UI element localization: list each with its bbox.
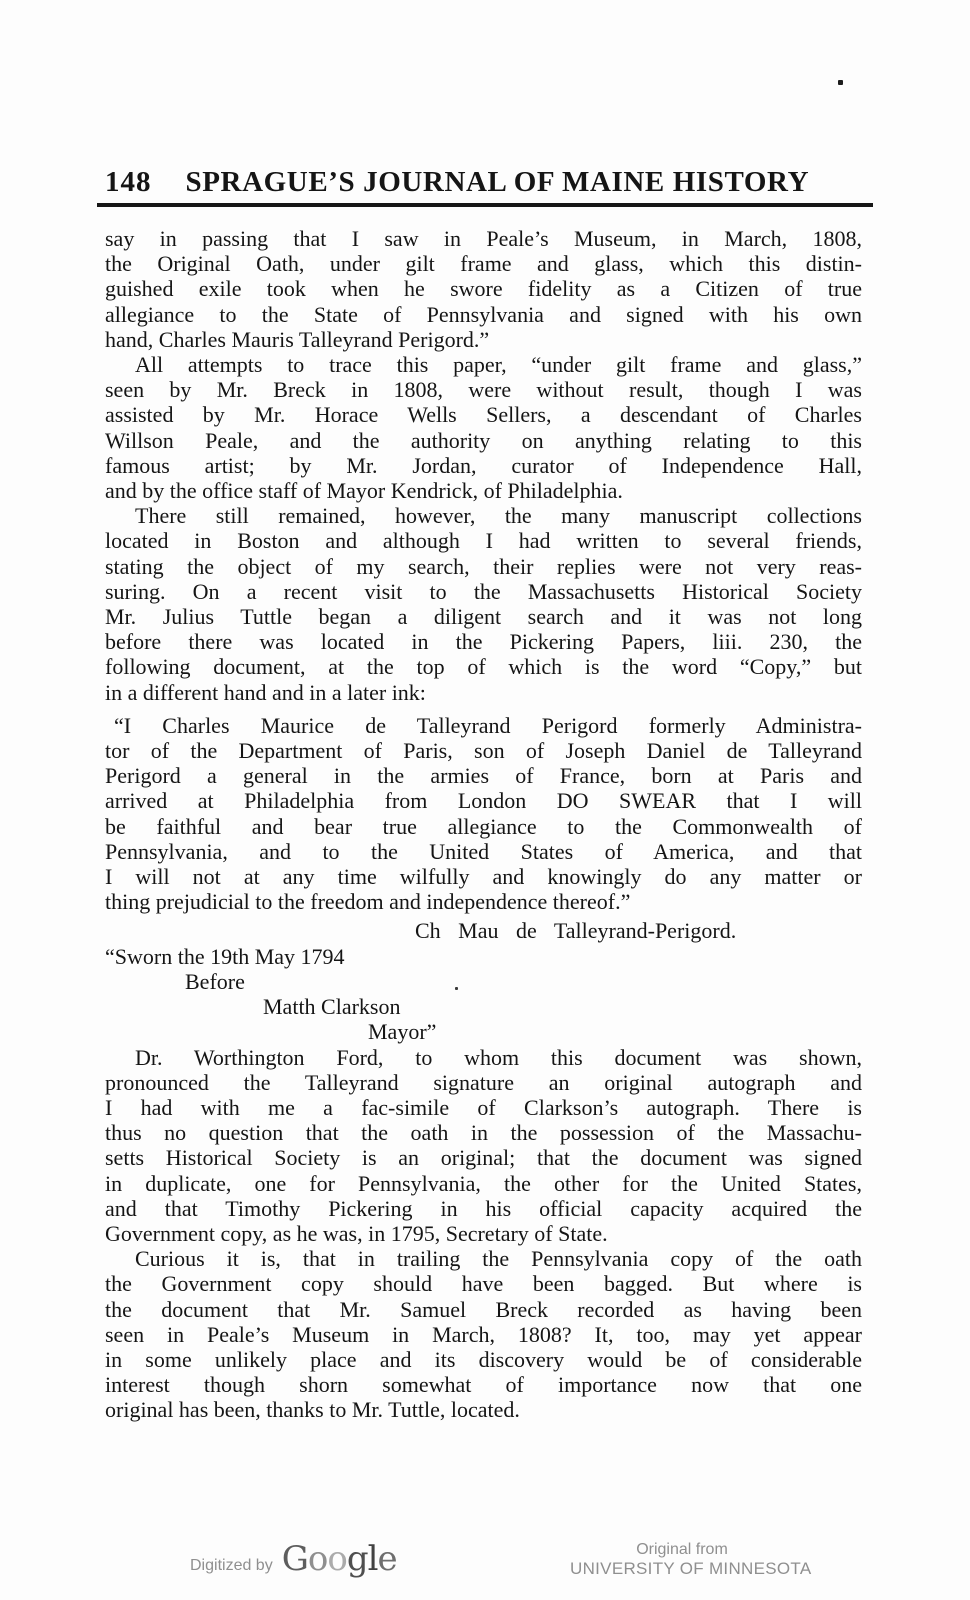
text-line: in duplicate, one for Pennsylvania, the other for the United States,: [105, 1170, 862, 1196]
google-logo-letter: g: [346, 1539, 368, 1579]
google-logo-letter: G: [281, 1539, 308, 1579]
text-line: I will not at any time wilfully and knowingly do any matter or: [105, 864, 862, 890]
text-line: and by the office staff of Mayor Kendrick, of Philadelphia.: [105, 478, 623, 504]
body-text: [105, 226, 862, 1423]
scan-artifact: [455, 987, 458, 990]
text-line: thing prejudicial to the freedom and independence thereof.”: [105, 889, 631, 915]
text-line: All attempts to trace this paper, “under gilt frame and glass,”: [135, 352, 862, 378]
original-from-label: Original from: [636, 1541, 728, 1558]
signature-line: Ch Mau de Talleyrand-Perigord.: [415, 918, 737, 944]
scan-artifact: [838, 80, 843, 85]
text-line: I had with me a fac-simile of Clarkson’s autograph. There is: [105, 1094, 862, 1120]
paragraph-1: [105, 226, 862, 352]
sworn-line: “Sworn the 19th May 1794: [105, 943, 345, 969]
text-line: allegiance to the State of Pennsylvania and signed with his own: [105, 301, 862, 327]
text-line: say in passing that I saw in Peale’s Museum, in March, 1808,: [105, 226, 862, 251]
text-line: thus no question that the oath in the possession of the Massachu-: [105, 1120, 862, 1146]
text-line: setts Historical Society is an original; that the document was signed: [105, 1145, 862, 1171]
paragraph-oath: [105, 713, 862, 915]
text-line: suring. On a recent visit to the Massachusetts Historical Society: [105, 578, 862, 604]
google-logo-letter: l: [367, 1539, 378, 1579]
text-line: in a different hand and in a later ink:: [105, 679, 426, 705]
text-line: interest though shorn somewhat of importance now that one: [105, 1372, 862, 1398]
google-logo-letter: e: [377, 1539, 397, 1579]
text-line: Pennsylvania, and to the United States of America, and that: [105, 838, 862, 864]
text-line: original has been, thanks to Mr. Tuttle, located.: [105, 1397, 520, 1423]
journal-title: SPRAGUE’S JOURNAL OF MAINE HISTORY: [185, 166, 810, 198]
digitized-by-block: [190, 1539, 397, 1579]
text-line: seen in Peale’s Museum in March, 1808? It, too, may yet appear: [105, 1321, 862, 1347]
text-line: the document that Mr. Samuel Breck recorded as having been: [105, 1296, 862, 1322]
text-line: Government copy, as he was, in 1795, Secretary of State.: [105, 1220, 608, 1246]
google-logo-letter: o: [327, 1539, 347, 1579]
text-line: hand, Charles Mauris Talleyrand Perigord.”: [105, 326, 490, 352]
google-logo: [281, 1539, 397, 1579]
text-line: Willson Peale, and the authority on anything relating to this: [105, 427, 862, 453]
text-line: There still remained, however, the many manuscript collections: [135, 503, 862, 529]
text-line: and that Timothy Pickering in his official capacity acquired the: [105, 1195, 862, 1221]
text-line: seen by Mr. Breck in 1808, were without result, though I was: [105, 377, 862, 403]
header-rule: [97, 203, 873, 207]
provenance-block: [570, 1541, 812, 1579]
text-line: famous artist; by Mr. Jordan, curator of Independence Hall,: [105, 452, 862, 478]
text-line: located in Boston and although I had written to several friends,: [105, 528, 862, 554]
before-line: Before: [185, 968, 245, 994]
text-line: guished exile took when he swore fidelity as a Citizen of true: [105, 276, 862, 302]
text-line: “I Charles Maurice de Talleyrand Perigord formerly Administra-: [114, 712, 862, 738]
paragraph-2: [105, 352, 862, 503]
google-logo-letter: o: [307, 1539, 328, 1579]
text-line: Perigord a general in the armies of France, born at Paris and: [105, 763, 862, 789]
text-line: Dr. Worthington Ford, to whom this document was shown,: [135, 1044, 862, 1070]
text-line: stating the object of my search, their replies were not very reas-: [105, 553, 862, 579]
digitized-by-label: Digitized by: [190, 1557, 273, 1574]
text-line: arrived at Philadelphia from London DO SWEAR that I will: [105, 788, 862, 814]
text-line: pronounced the Talleyrand signature an original autograph and: [105, 1069, 862, 1095]
text-line: tor of the Department of Paris, son of Joseph Daniel de Talleyrand: [105, 738, 862, 764]
text-line: Curious it is, that in trailing the Pennsylvania copy of the oath: [135, 1246, 862, 1272]
attestor-title-line: Mayor”: [368, 1019, 437, 1045]
text-line: before there was located in the Pickering Papers, liii. 230, the: [105, 629, 862, 655]
text-line: be faithful and bear true allegiance to the Commonwealth of: [105, 813, 862, 839]
text-line: assisted by Mr. Horace Wells Sellers, a descendant of Charles: [105, 402, 862, 428]
text-line: the Government copy should have been bagged. But where is: [105, 1271, 862, 1297]
attestor-name-line: Matth Clarkson: [263, 994, 401, 1020]
text-line: Mr. Julius Tuttle began a diligent search and it was not long: [105, 604, 862, 630]
institution-label: UNIVERSITY OF MINNESOTA: [570, 1559, 812, 1578]
paragraph-5: [105, 1045, 862, 1247]
text-line: the Original Oath, under gilt frame and glass, which this distin-: [105, 251, 862, 277]
text-line: following document, at the top of which is the word “Copy,” but: [105, 654, 862, 680]
running-head: [105, 166, 865, 199]
page-number: 148: [105, 166, 152, 198]
paragraph-6: [105, 1246, 862, 1422]
text-line: in some unlikely place and its discovery would be of considerable: [105, 1346, 862, 1372]
paragraph-3: [105, 503, 862, 705]
paragraph-attestation: [105, 918, 862, 1044]
